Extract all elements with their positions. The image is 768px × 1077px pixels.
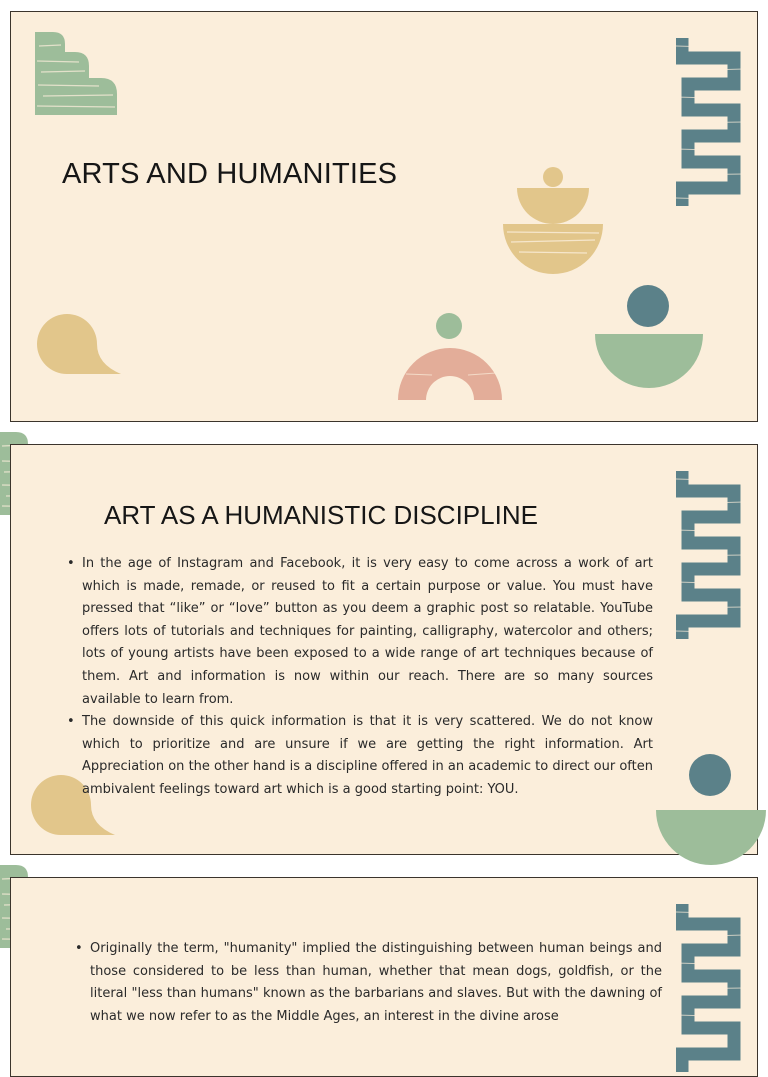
- bullet-item: • In the age of Instagram and Facebook, it is very easy to come across a work of art which is made, remade, or reused to fit a certain purpose or value. You must have pressed that “like” or “love” button as you deem a graphic post so relatable. YouTube offers lots of tutorials and techniques for painting, calligraphy, watercolor and others; lots of young artists have been exposed to a wide range of art techniques because of them. Art and information is now within our reach. There are so many sources available to learn from.: [67, 553, 653, 711]
- slide-title: ART AS A HUMANISTIC DISCIPLINE: [104, 500, 538, 530]
- stacked-half-circles-icon: [501, 166, 605, 276]
- bullet-item: • The downside of this quick information is that it is very scattered. We do not know which to prioritize and are unsure if we are getting the right information. Art Appreciation on the other hand is a discipline offered in an academic to direct our often ambivalent feelings toward art which is a good starting point: YOU.: [67, 711, 653, 801]
- bullet-list: [67, 553, 653, 802]
- bowl-icon: [593, 284, 705, 394]
- meander-pattern-icon: [676, 904, 744, 1072]
- bowl-icon: [654, 754, 768, 866]
- slide-3: [10, 877, 758, 1077]
- slide-title: ARTS AND HUMANITIES: [62, 158, 398, 190]
- slide-2: [10, 444, 758, 855]
- leaf-drop-icon: [35, 312, 125, 376]
- meander-pattern-icon: [676, 38, 744, 206]
- arch-icon: [396, 312, 504, 402]
- bullet-list: [75, 938, 662, 1028]
- meander-pattern-icon: [676, 471, 744, 639]
- slide-1: [10, 11, 758, 422]
- stepped-shape-icon: [35, 32, 119, 116]
- bullet-item: • Originally the term, "humanity" implied the distinguishing between human beings and those considered to be less than human, whether that mean dogs, goldfish, or the literal "less than humans" known as the barbarians and slaves. But with the dawning of what we now refer to as the Middle Ages, an interest in the divine arose: [75, 938, 662, 1028]
